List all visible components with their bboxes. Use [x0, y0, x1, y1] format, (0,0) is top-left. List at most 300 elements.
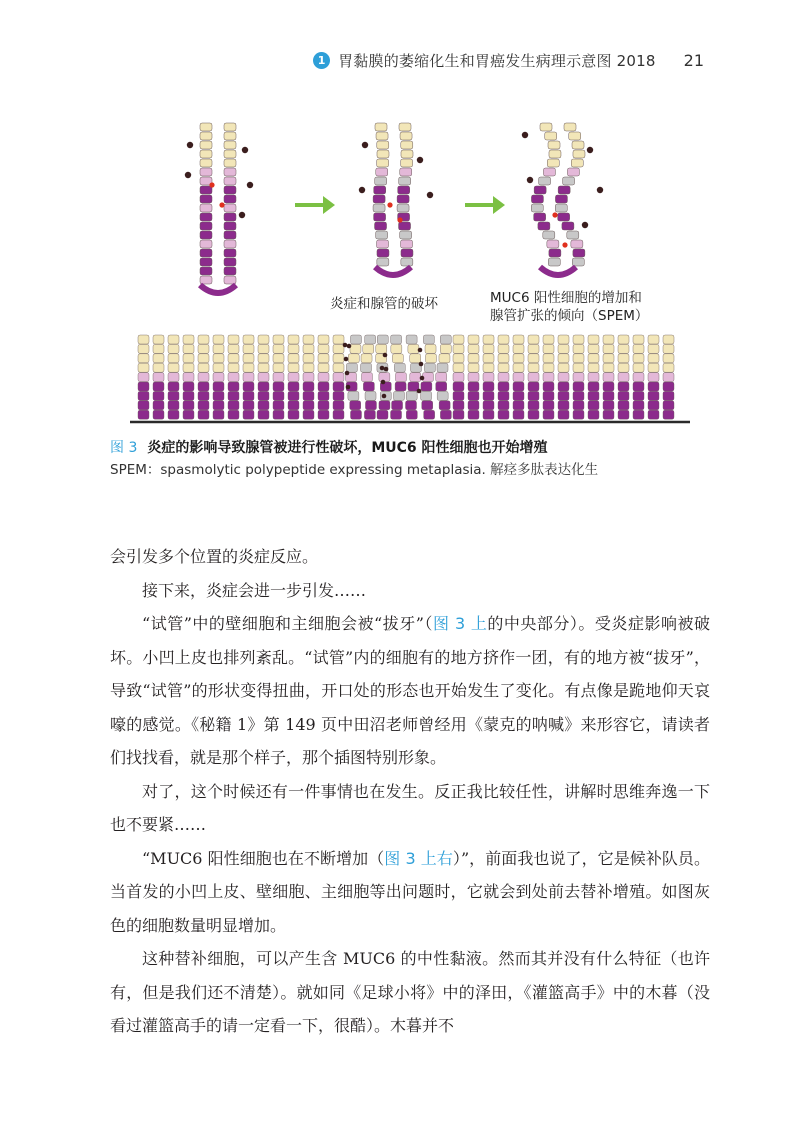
- gland-normal-cell: [200, 204, 212, 212]
- strip-cell: [618, 344, 629, 353]
- gland-damaged-cell: [400, 168, 412, 176]
- figure-ref-3-top-right[interactable]: 图 3 上右: [384, 848, 453, 868]
- strip-cell: [498, 354, 509, 363]
- strip-cell: [468, 382, 479, 391]
- strip-cell: [453, 382, 464, 391]
- strip-cell: [273, 354, 284, 363]
- gland-normal-cell: [224, 132, 236, 140]
- strip-cell: [588, 391, 599, 400]
- strip-cell: [498, 344, 509, 353]
- caption-title: 炎症的影响导致腺管被进行性破坏，MUC6 阳性细胞也开始增殖: [147, 440, 548, 456]
- strip-cell: [663, 363, 674, 372]
- strip-cell: [603, 391, 614, 400]
- gland-spem-cell: [548, 141, 560, 149]
- strip-cell: [440, 410, 451, 419]
- gland-spem-cell: [531, 195, 543, 203]
- strip-cell: [437, 363, 448, 372]
- strip-cell: [198, 335, 209, 344]
- strip-cell: [394, 363, 405, 372]
- strip-cell: [350, 335, 361, 344]
- p3-text-a: “试管”中的壁细胞和主细胞会被“拔牙”（: [142, 614, 433, 633]
- strip-cell: [198, 363, 209, 372]
- strip-cell: [392, 354, 403, 363]
- strip-cell: [348, 354, 359, 363]
- strip-cell: [365, 401, 376, 410]
- strip-cell: [333, 344, 344, 353]
- strip-cell: [528, 410, 539, 419]
- strip-cell: [453, 401, 464, 410]
- strip-cell: [633, 391, 644, 400]
- strip-cell: [498, 363, 509, 372]
- strip-cell: [288, 382, 299, 391]
- strip-cell: [198, 382, 209, 391]
- strip-cell: [468, 335, 479, 344]
- gland-damaged-cell: [377, 258, 389, 266]
- gland-damaged-cell: [375, 177, 387, 185]
- gland-spem-cell: [569, 132, 581, 140]
- strip-cell: [453, 410, 464, 419]
- strip-cell: [425, 344, 436, 353]
- strip-cell: [543, 401, 554, 410]
- strip-cell: [168, 373, 179, 382]
- inflammatory-cell: [247, 182, 253, 188]
- strip-cell: [393, 391, 404, 400]
- gland-damaged-cell: [377, 249, 389, 257]
- gland-spem-cell: [571, 240, 583, 248]
- gland-normal-cell: [224, 168, 236, 176]
- inflammatory-cell: [242, 147, 248, 153]
- strip-cell: [528, 373, 539, 382]
- strip-cell: [318, 354, 329, 363]
- label-muc6-line1: MUC6 阳性细胞的增加和: [490, 290, 642, 306]
- gland-spem-cell: [572, 141, 584, 149]
- gland-spem-cell: [539, 177, 551, 185]
- strip-cell: [153, 335, 164, 344]
- strip-cell: [468, 344, 479, 353]
- gland-spem-cell: [564, 123, 576, 131]
- gland-spem-cell: [548, 258, 560, 266]
- red-dot: [219, 202, 224, 207]
- strip-cell: [618, 391, 629, 400]
- strip-cell: [603, 410, 614, 419]
- strip-cell: [258, 391, 269, 400]
- strip-cell: [421, 382, 432, 391]
- gland-spem-cell: [573, 150, 585, 158]
- gland-normal-cell: [224, 240, 236, 248]
- gland-normal-cell: [224, 141, 236, 149]
- strip-cell: [440, 335, 451, 344]
- strip-cell: [243, 344, 254, 353]
- gland-diagram: [130, 95, 690, 430]
- strip-cell: [318, 391, 329, 400]
- strip-cell: [648, 335, 659, 344]
- red-dot: [387, 202, 392, 207]
- strip-cell: [213, 373, 224, 382]
- strip-cell: [498, 335, 509, 344]
- paragraph-3: [110, 607, 710, 775]
- strip-cell: [168, 391, 179, 400]
- gland-normal-cell: [224, 213, 236, 221]
- gland-damaged-cell: [397, 204, 409, 212]
- strip-cell: [528, 391, 539, 400]
- strip-cell: [663, 401, 674, 410]
- gland-damaged-cell: [374, 186, 386, 194]
- strip-cell: [483, 354, 494, 363]
- gland-spem-cell: [543, 231, 555, 239]
- strip-cell: [558, 382, 569, 391]
- gland-normal-cell: [200, 267, 212, 275]
- gland-spem-cell: [534, 213, 546, 221]
- strip-cell: [422, 401, 433, 410]
- gland-normal-cell: [200, 276, 212, 284]
- strip-cell: [153, 363, 164, 372]
- gland-normal-cell: [200, 168, 212, 176]
- strip-cell: [153, 391, 164, 400]
- strip-cell: [273, 373, 284, 382]
- strip-cell: [198, 391, 209, 400]
- strip-cell: [168, 382, 179, 391]
- strip-inflammatory-cell: [347, 344, 352, 349]
- gland-normal-cell: [200, 213, 212, 221]
- strip-cell: [453, 373, 464, 382]
- strip-cell: [303, 401, 314, 410]
- strip-cell: [273, 363, 284, 372]
- strip-cell: [183, 373, 194, 382]
- gland-spem-cell: [555, 204, 567, 212]
- strip-cell: [573, 344, 584, 353]
- strip-cell: [513, 344, 524, 353]
- strip-cell: [543, 363, 554, 372]
- strip-cell: [363, 382, 374, 391]
- gland-spem-cell: [562, 222, 574, 230]
- strip-cell: [633, 401, 644, 410]
- strip-cell: [618, 354, 629, 363]
- strip-cell: [603, 354, 614, 363]
- strip-inflammatory-cell: [419, 362, 424, 367]
- gland-normal-cell: [224, 186, 236, 194]
- strip-cell: [379, 401, 390, 410]
- strip-cell: [213, 363, 224, 372]
- strip-cell: [346, 363, 357, 372]
- strip-cell: [543, 335, 554, 344]
- inflammatory-cell: [239, 212, 245, 218]
- strip-cell: [168, 410, 179, 419]
- strip-cell: [422, 373, 433, 382]
- gland-normal-cell: [200, 231, 212, 239]
- arrow-1: [295, 196, 335, 214]
- strip-cell: [153, 382, 164, 391]
- strip-cell: [453, 354, 464, 363]
- strip-cell: [663, 382, 674, 391]
- strip-cell: [618, 363, 629, 372]
- strip-cell: [350, 401, 361, 410]
- strip-cell: [513, 410, 524, 419]
- strip-cell: [633, 354, 644, 363]
- strip-cell: [468, 410, 479, 419]
- strip-inflammatory-cell: [380, 366, 385, 371]
- strip-cell: [273, 344, 284, 353]
- strip-cell: [168, 401, 179, 410]
- gland-damaged-cell: [377, 141, 389, 149]
- gland-damaged-base: [375, 267, 411, 275]
- gland-normal-cell: [224, 258, 236, 266]
- strip-cell: [543, 382, 554, 391]
- strip-cell: [138, 335, 149, 344]
- paragraph-5: [110, 842, 710, 943]
- gland-spem-cell: [547, 240, 559, 248]
- strip-cell: [198, 344, 209, 353]
- strip-cell: [288, 363, 299, 372]
- strip-cell: [333, 401, 344, 410]
- gland-spem-cell: [572, 258, 584, 266]
- strip-cell: [153, 410, 164, 419]
- gland-damaged-cell: [377, 159, 389, 167]
- strip-cell: [513, 363, 524, 372]
- strip-cell: [648, 363, 659, 372]
- strip-cell: [648, 410, 659, 419]
- strip-cell: [303, 410, 314, 419]
- strip-cell: [333, 335, 344, 344]
- paragraph-1: 会引发多个位置的炎症反应。: [110, 547, 319, 566]
- strip-cell: [348, 391, 359, 400]
- strip-cell: [363, 344, 374, 353]
- strip-cell: [436, 382, 447, 391]
- strip-cell: [333, 391, 344, 400]
- gland-damaged-cell: [398, 186, 410, 194]
- strip-cell: [663, 373, 674, 382]
- strip-cell: [198, 373, 209, 382]
- strip-cell: [228, 401, 239, 410]
- strip-cell: [288, 344, 299, 353]
- strip-cell: [365, 391, 376, 400]
- strip-cell: [543, 391, 554, 400]
- strip-cell: [258, 382, 269, 391]
- gland-spem-cell: [567, 168, 579, 176]
- strip-cell: [333, 373, 344, 382]
- gland-spem-cell: [531, 204, 543, 212]
- gland-damaged-cell: [399, 177, 411, 185]
- strip-cell: [350, 410, 361, 419]
- strip-cell: [228, 344, 239, 353]
- strip-cell: [648, 344, 659, 353]
- strip-cell: [483, 335, 494, 344]
- strip-cell: [543, 344, 554, 353]
- strip-cell: [303, 335, 314, 344]
- red-dot: [552, 212, 557, 217]
- strip-cell: [213, 391, 224, 400]
- strip-cell: [603, 382, 614, 391]
- strip-cell: [421, 391, 432, 400]
- caption-note: SPEM：spasmolytic polypeptide expressing metaplasia. 解痉多肽表达化生: [110, 462, 599, 478]
- strip-cell: [168, 335, 179, 344]
- strip-cell: [183, 363, 194, 372]
- strip-cell: [138, 344, 149, 353]
- strip-inflammatory-cell: [381, 380, 386, 385]
- p5-text-b: ）”，前面我也说了，它是候补队员。当首发的小凹上皮、壁细胞、主细胞等出问题时，它就会到处前去替补增殖。如图灰色的细胞数量明显增加。: [110, 848, 710, 935]
- strip-cell: [303, 344, 314, 353]
- paragraph-4: 对了，这个时候还有一件事情也在发生。反正我比较任性，讲解时思维奔逸一下也不要紧……: [110, 781, 710, 834]
- strip-cell: [513, 373, 524, 382]
- strip-cell: [376, 344, 387, 353]
- strip-cell: [258, 373, 269, 382]
- strip-cell: [361, 354, 372, 363]
- strip-cell: [288, 401, 299, 410]
- strip-cell: [558, 373, 569, 382]
- strip-cell: [558, 335, 569, 344]
- red-dot: [562, 242, 567, 247]
- gland-normal-cell: [224, 231, 236, 239]
- strip-inflammatory-cell: [384, 367, 389, 372]
- strip-cell: [318, 363, 329, 372]
- strip-cell: [318, 401, 329, 410]
- inflammatory-cell: [582, 222, 588, 228]
- strip-cell: [228, 391, 239, 400]
- strip-cell: [648, 373, 659, 382]
- strip-cell: [424, 410, 435, 419]
- inflammatory-cell: [187, 142, 193, 148]
- strip-cell: [213, 354, 224, 363]
- strip-cell: [573, 410, 584, 419]
- strip-cell: [198, 401, 209, 410]
- strip-cell: [406, 335, 417, 344]
- strip-cell: [410, 354, 421, 363]
- gland-spem-cell: [571, 159, 583, 167]
- strip-cell: [483, 391, 494, 400]
- gland-normal-cell: [200, 150, 212, 158]
- strip-cell: [408, 344, 419, 353]
- strip-cell: [558, 363, 569, 372]
- strip-cell: [228, 382, 239, 391]
- gland-spem-cell: [567, 231, 579, 239]
- strip-cell: [483, 382, 494, 391]
- gland-illustration: [130, 95, 690, 430]
- gland-normal-cell: [224, 177, 236, 185]
- strip-cell: [213, 410, 224, 419]
- strip-cell: [573, 373, 584, 382]
- gland-damaged-cell: [377, 150, 389, 158]
- strip-cell: [333, 410, 344, 419]
- strip-cell: [138, 363, 149, 372]
- strip-cell: [498, 401, 509, 410]
- gland-damaged-cell: [401, 240, 413, 248]
- strip-cell: [153, 373, 164, 382]
- gland-normal-cell: [200, 141, 212, 149]
- strip-cell: [361, 373, 372, 382]
- strip-cell: [543, 354, 554, 363]
- strip-cell: [303, 373, 314, 382]
- strip-cell: [618, 410, 629, 419]
- gland-spem-cell: [534, 186, 546, 194]
- gland-damaged-cell: [399, 222, 411, 230]
- gland-spem-base: [540, 267, 576, 275]
- strip-cell: [392, 401, 403, 410]
- strip-cell: [543, 373, 554, 382]
- strip-cell: [333, 382, 344, 391]
- strip-inflammatory-cell: [344, 357, 349, 362]
- strip-cell: [633, 382, 644, 391]
- strip-cell: [228, 410, 239, 419]
- strip-cell: [453, 344, 464, 353]
- strip-cell: [258, 410, 269, 419]
- paragraph-2: 接下来，炎症会进一步引发……: [142, 580, 367, 600]
- strip-cell: [439, 401, 450, 410]
- inflammatory-cell: [185, 172, 191, 178]
- strip-cell: [138, 391, 149, 400]
- gland-spem-cell: [545, 132, 557, 140]
- strip-cell: [588, 344, 599, 353]
- gland-damaged-cell: [401, 159, 413, 167]
- p5-text-a: “MUC6 阳性细胞也在不断增加（: [142, 848, 385, 868]
- strip-cell: [273, 335, 284, 344]
- gland-normal-cell: [224, 159, 236, 167]
- gland-normal-cell: [200, 258, 212, 266]
- gland-damaged-cell: [375, 222, 387, 230]
- strip-cell: [603, 344, 614, 353]
- strip-cell: [318, 382, 329, 391]
- strip-cell: [318, 410, 329, 419]
- strip-cell: [228, 354, 239, 363]
- strip-cell: [318, 344, 329, 353]
- strip-cell: [391, 344, 402, 353]
- strip-cell: [273, 391, 284, 400]
- strip-cell: [468, 391, 479, 400]
- inflammatory-cell: [427, 192, 433, 198]
- strip-cell: [648, 401, 659, 410]
- figure-ref-3-top[interactable]: 图 3 上: [432, 614, 488, 633]
- strip-cell: [228, 373, 239, 382]
- gland-spem-cell: [549, 249, 561, 257]
- strip-cell: [364, 410, 375, 419]
- strip-cell: [228, 363, 239, 372]
- strip-cell: [228, 335, 239, 344]
- strip-cell: [498, 410, 509, 419]
- strip-cell: [258, 335, 269, 344]
- strip-cell: [425, 354, 436, 363]
- strip-cell: [213, 344, 224, 353]
- running-header: [313, 48, 704, 72]
- strip-cell: [406, 401, 417, 410]
- gland-spem-cell: [555, 195, 567, 203]
- gland-damaged-cell: [376, 132, 388, 140]
- strip-cell: [377, 410, 388, 419]
- gland-damaged-cell: [401, 141, 413, 149]
- strip-cell: [588, 363, 599, 372]
- strip-cell: [183, 335, 194, 344]
- strip-cell: [573, 401, 584, 410]
- strip-cell: [573, 363, 584, 372]
- strip-cell: [573, 335, 584, 344]
- inflammatory-cell: [359, 187, 365, 193]
- strip-cell: [153, 344, 164, 353]
- gland-normal-cell: [224, 267, 236, 275]
- strip-cell: [436, 373, 447, 382]
- strip-cell: [528, 344, 539, 353]
- strip-cell: [303, 382, 314, 391]
- label-inflammation: 炎症和腺管的破坏: [330, 296, 438, 312]
- strip-cell: [243, 410, 254, 419]
- gland-spem-cell: [563, 177, 575, 185]
- gland-normal-cell: [200, 132, 212, 140]
- strip-cell: [483, 373, 494, 382]
- strip-cell: [513, 391, 524, 400]
- strip-cell: [350, 344, 361, 353]
- strip-cell: [138, 354, 149, 363]
- strip-cell: [498, 373, 509, 382]
- strip-cell: [258, 363, 269, 372]
- strip-cell: [588, 382, 599, 391]
- strip-cell: [377, 335, 388, 344]
- strip-cell: [183, 344, 194, 353]
